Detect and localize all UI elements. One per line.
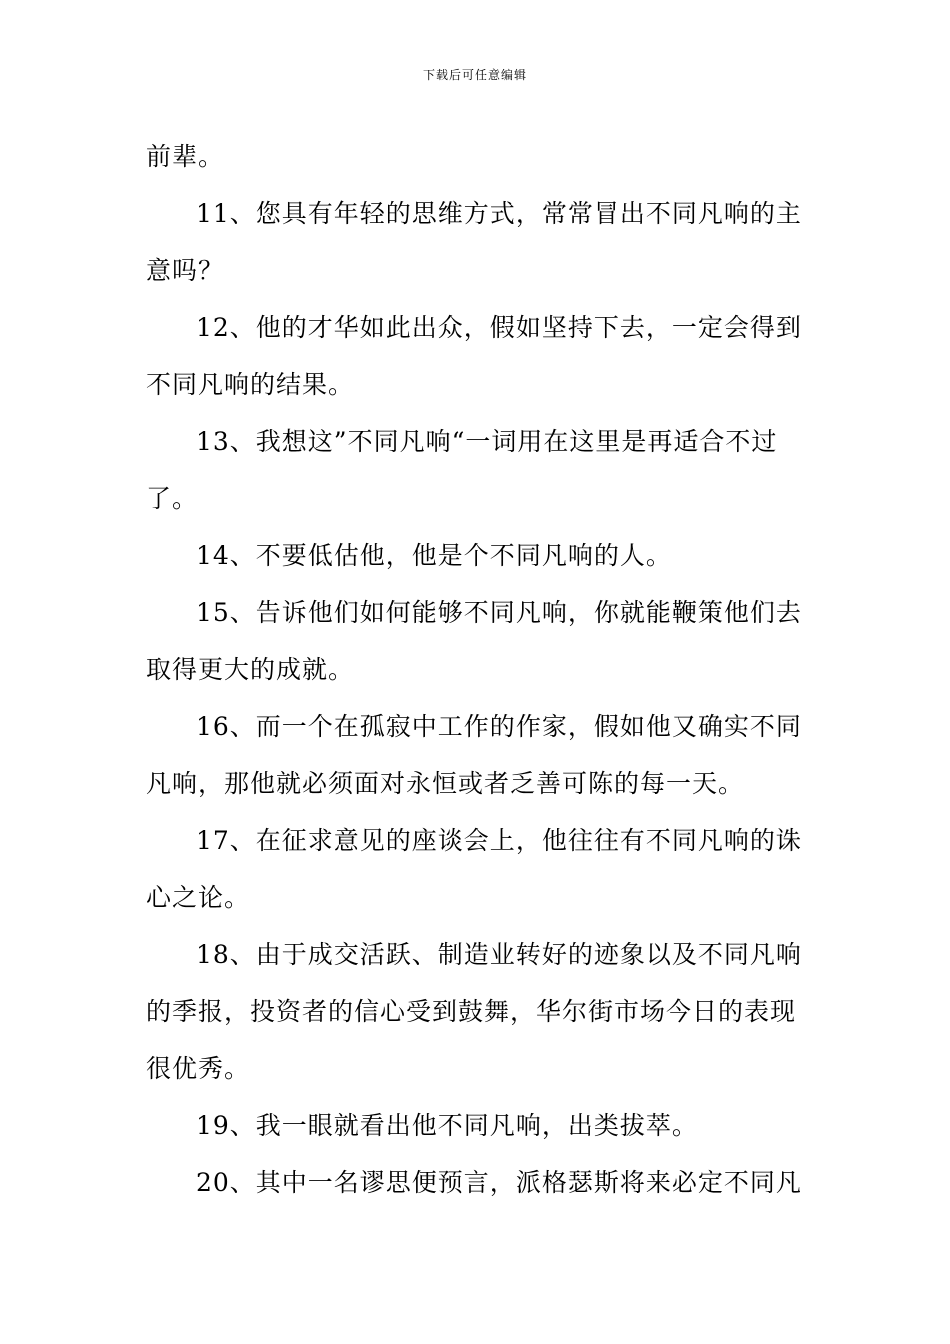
paragraph: 17、在征求意见的座谈会上，他往往有不同凡响的诛心之论。 (146, 826, 802, 912)
paragraph: 19、我一眼就看出他不同凡响，出类拔萃。 (196, 1111, 698, 1140)
paragraph: 前辈。 (146, 142, 225, 171)
document-body (146, 128, 806, 1211)
page-header: 下载后可任意编辑 (422, 68, 527, 82)
paragraph: 11、您具有年轻的思维方式，常常冒出不同凡响的主意吗？ (146, 199, 802, 285)
paragraph: 12、他的才华如此出众，假如坚持下去，一定会得到不同凡响的结果。 (146, 313, 802, 399)
paragraph: 14、不要低估他，他是个不同凡响的人。 (196, 541, 672, 570)
paragraph: 15、告诉他们如何能够不同凡响，你就能鞭策他们去取得更大的成就。 (146, 598, 802, 684)
paragraph: 13、我想这”不同凡响“一词用在这里是再适合不过了。 (146, 427, 778, 513)
paragraph: 20、其中一名谬思便预言，派格瑟斯将来必定不同凡 (196, 1168, 802, 1197)
paragraph: 18、由于成交活跃、制造业转好的迹象以及不同凡响的季报，投资者的信心受到鼓舞，华尔街市场今日的表现很优秀。 (146, 940, 802, 1083)
paragraph: 16、而一个在孤寂中工作的作家，假如他又确实不同凡响，那他就必须面对永恒或者乏善可陈的每一天。 (146, 712, 802, 798)
